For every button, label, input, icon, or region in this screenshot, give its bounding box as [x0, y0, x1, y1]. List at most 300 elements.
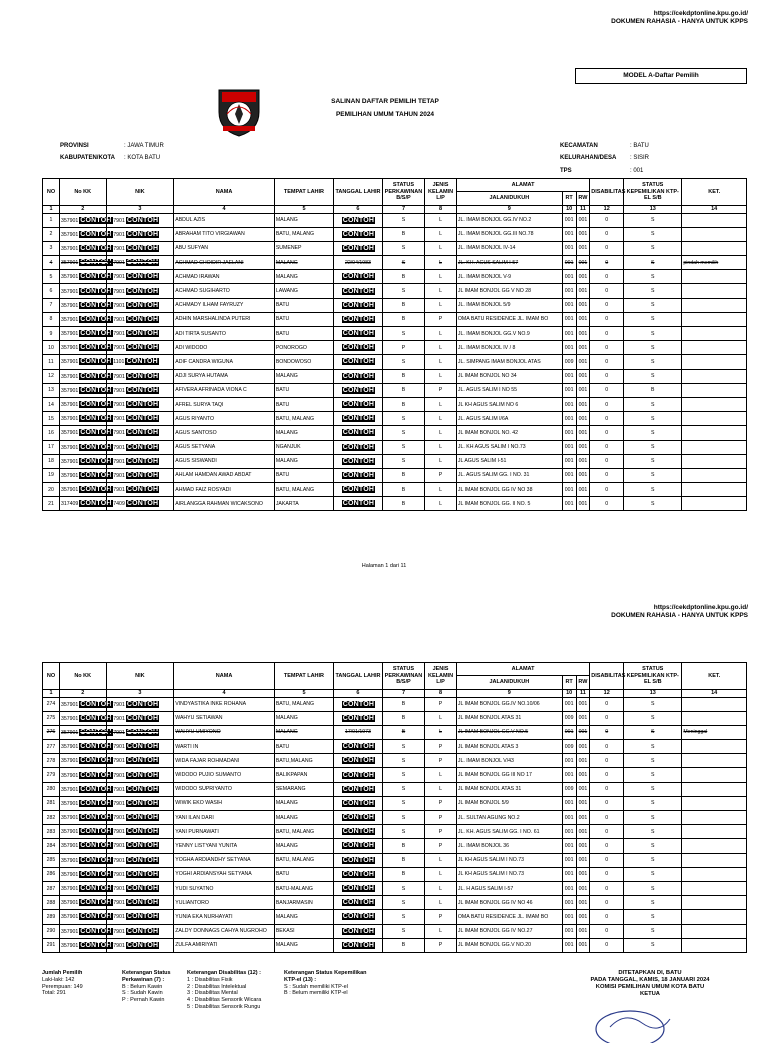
cell-nama: ACHMAD CHOIDIR JAELANI [174, 256, 275, 270]
cell-tempat-lahir: BATU, MALANG [274, 227, 333, 241]
cell-disabilitas: 0 [590, 284, 624, 298]
cell-nama: YANI PURNAWATI [174, 825, 275, 839]
cell-no: 282 [43, 811, 60, 825]
redaction-label: CONTOH [126, 358, 158, 366]
column-index: 6 [334, 206, 383, 214]
cell-rt: 001 [562, 853, 576, 867]
cell-tempat-lahir: MALANG [274, 725, 333, 739]
cell-tanggal-lahir [334, 213, 383, 227]
cell-tanggal-lahir [334, 754, 383, 768]
cell-rw: 001 [576, 312, 590, 326]
cell-jalan: JL. SIMPANG IMAM BONJOL ATAS [456, 355, 562, 369]
cell-ktp: S [624, 256, 682, 270]
cell-ket [682, 782, 747, 796]
cell-nama: ACHMAD IRAWAN [174, 270, 275, 284]
redaction-label: CONTOH [80, 842, 112, 850]
table-row [43, 938, 747, 952]
table-row [43, 213, 747, 227]
cell-rw: 001 [576, 412, 590, 426]
cell-ktp: S [624, 782, 682, 796]
cell-nokk: 357901 CONTOH [59, 327, 106, 341]
cell-tempat-lahir: PONOROGO [274, 341, 333, 355]
cell-jalan: JL IMAM BONJOL NO 34 [456, 369, 562, 383]
cell-rw: 001 [576, 881, 590, 895]
cell-ket [682, 397, 747, 411]
cell-rw: 001 [576, 426, 590, 440]
cell-nokk: 357901 CONTOH [59, 397, 106, 411]
cell-nokk: 357901 CONTOH [59, 383, 106, 397]
redaction-label: CONTOH [80, 728, 112, 736]
redaction-label: CONTOH [342, 500, 375, 508]
cell-tempat-lahir: BATU, MALANG [274, 412, 333, 426]
cell-rw: 001 [576, 383, 590, 397]
cell-rw: 001 [576, 483, 590, 497]
cell-ket [682, 355, 747, 369]
cell-rt: 001 [562, 938, 576, 952]
column-index: 1 [43, 206, 60, 214]
cell-tempat-lahir: BATU [274, 312, 333, 326]
cell-rt: 001 [562, 468, 576, 482]
redaction-label: CONTOH [126, 757, 159, 765]
confidential-notice: DOKUMEN RAHASIA - HANYA UNTUK KPPS [611, 18, 748, 25]
cell-rw: 001 [576, 896, 590, 910]
cell-status-perkawinan: B [382, 298, 424, 312]
cell-nik: 357901 CONTOH [106, 468, 174, 482]
cell-tempat-lahir: BATU [274, 740, 333, 754]
cell-status-perkawinan: S [382, 740, 424, 754]
cell-ktp: S [624, 853, 682, 867]
redaction-label: CONTOH [342, 856, 375, 864]
cell-nik: 357901 CONTOH [106, 284, 174, 298]
meta-kelurahan: KELURAHAN/DESA : SISIR [560, 155, 650, 161]
table-row [43, 754, 747, 768]
cell-tempat-lahir: SUMENEP [274, 241, 333, 255]
cell-rw: 001 [576, 355, 590, 369]
redaction-label: CONTOH [126, 885, 159, 893]
cell-ktp: S [624, 483, 682, 497]
redaction-label: CONTOH [342, 785, 375, 793]
signature-block: DITETAPKAN DI, BATU PADA TANGGAL, KAMIS, 18 JANUARI 2024 KOMISI PEMILIHAN UMUM KOTA BATU KETUA [590, 970, 710, 997]
cell-tanggal-lahir [334, 298, 383, 312]
cell-no: 286 [43, 867, 60, 881]
cell-status-perkawinan: B [382, 853, 424, 867]
cell-rt: 001 [562, 227, 576, 241]
redaction-label: CONTOH [342, 443, 375, 451]
cell-ket [682, 711, 747, 725]
cell-tanggal-lahir [334, 397, 383, 411]
table-row [43, 483, 747, 497]
redaction-label: CONTOH [126, 457, 159, 465]
cell-rt: 001 [562, 839, 576, 853]
redaction-label: CONTOH [80, 330, 112, 338]
cell-disabilitas: 0 [590, 811, 624, 825]
cell-jalan: JL IMAM BONJOL ATAS 3 [456, 740, 562, 754]
cell-status-perkawinan: S [382, 924, 424, 938]
cell-jalan: JL. IMAM BONJOL GG.III NO.78 [456, 227, 562, 241]
column-index: 2 [59, 206, 106, 214]
cell-nama: ACHMAD SUGIHARTO [174, 284, 275, 298]
cell-tempat-lahir: BATU, MALANG [274, 853, 333, 867]
cell-ktp: S [624, 454, 682, 468]
cell-nokk: 357901 CONTOH [59, 825, 106, 839]
cell-jalan: OMA BATU RESIDENCE JL. IMAM BO [456, 312, 562, 326]
table-row [43, 383, 747, 397]
cell-tempat-lahir: LAWANG [274, 284, 333, 298]
cell-nama: WIWIK EKO WASIH [174, 796, 275, 810]
cell-nama: YULIANTORO [174, 896, 275, 910]
redaction-label: CONTOH [80, 344, 112, 352]
cell-status-perkawinan: B [382, 697, 424, 711]
cell-nama: AIRLANGGA RAHMAN WICAKSONO [174, 497, 275, 511]
cell-ktp: S [624, 397, 682, 411]
cell-tempat-lahir: MALANG [274, 839, 333, 853]
cell-jenis-kelamin: L [425, 298, 457, 312]
cell-nama: YUNIA EKA NURHAYATI [174, 910, 275, 924]
redaction-label: CONTOH [342, 757, 375, 765]
cell-tempat-lahir: BATU [274, 468, 333, 482]
cell-nama: ADI WIDODO [174, 341, 275, 355]
column-index: 5 [274, 690, 333, 698]
model-label: MODEL A-Daftar Pemilih [575, 68, 747, 84]
redaction-label: CONTOH [126, 828, 159, 836]
table-row [43, 711, 747, 725]
cell-tanggal-lahir [334, 867, 383, 881]
cell-ket [682, 483, 747, 497]
table-row [43, 341, 747, 355]
cell-status-perkawinan: S [382, 782, 424, 796]
redaction-label: CONTOH [126, 870, 159, 878]
cell-disabilitas: 0 [590, 740, 624, 754]
redaction-label: CONTOH [342, 273, 375, 281]
cell-status-perkawinan: S [382, 910, 424, 924]
table-row [43, 896, 747, 910]
cell-jenis-kelamin: P [425, 754, 457, 768]
cell-jalan: JL. IMAM BONJOL 5/9 [456, 298, 562, 312]
cell-nama: YUDI SUYATNO [174, 881, 275, 895]
cell-nokk: 317409 CONTOH [59, 497, 106, 511]
cell-rw: 001 [576, 213, 590, 227]
cell-tempat-lahir: MALANG [274, 369, 333, 383]
cell-jenis-kelamin: L [425, 397, 457, 411]
cell-jalan: JL. IMAM BONJOL IV-14 [456, 241, 562, 255]
cell-ktp: S [624, 697, 682, 711]
cell-ket [682, 341, 747, 355]
redaction-label: CONTOH [126, 500, 159, 508]
redaction-label: CONTOH [342, 415, 375, 423]
cell-nokk: 357901 CONTOH [59, 839, 106, 853]
cell-tanggal-lahir [334, 241, 383, 255]
cell-jalan: JL. AGUS SALIM GG. I NO. 31 [456, 468, 562, 482]
cell-tanggal-lahir [334, 383, 383, 397]
cell-tanggal-lahir [334, 740, 383, 754]
cell-no: 8 [43, 312, 60, 326]
cell-rw: 001 [576, 369, 590, 383]
cell-ktp: S [624, 241, 682, 255]
redaction-label: CONTOH [80, 913, 112, 921]
redaction-label: CONTOH [80, 230, 112, 238]
cell-tanggal-lahir [334, 426, 383, 440]
voter-table-page-2: NO No KK NIK NAMA TEMPAT LAHIR TANGGAL LAHIR STATUS PERKAWINAN B/S/P JENIS KELAMIN L/P ALAMAT DISABILITAS STATUS KEPEMILIKAN KTP-EL S/B KET. JALAN/DUKUH RT RW 1 2 3 4 5 6 7 8 9 10 11 12 13 14 274 357901 CONTOH 357901 CONTOH VINDYASTIKA INKE ROHANA BATU, MALANG CONTOH B P JL IMAM BONJOL GG.IV NO.10/06 001 001 0 S 275 357901 CONTOH 357901 CONTOH WAHYU SETIAWAN MALANG CONTOH B L JL IMAM BONJOL ATAS 31 009 001 0 S 276 357901 CONTOH 357901 CONTOH WAHYU UMIYONO MALANG 17/01/1973 B L JL IMAM BONJOL GG.V NO.5 001 001 0 S Meninggal 277 357901 CONTOH 357901 CONTOH WARTI IN BATU CONTOH S P JL IMAM BONJOL ATAS 3 009 001 0 S 278 357901 CONTOH 357901 CONTOH WIDA FAJAR ROHMADANI BATU,MALANG CONTOH S P JL. IMAM BONJOL V/43 001 001 0 S 279 357901 CONTOH 357901 CONTOH WIDODO PUJIO SUMANTO BALIKPAPAN CONTOH S L JL IMAM BONJOL GG III NO 17 001 001 0 S 280 357901 CONTOH 357901 CONTOH WIDODO SUPRIYANTO SEMARANG CONTOH S L JL IMAM BONJOL ATAS 31 009 001 0 S 281 357901 CONTOH 357901 CONTOH WIWIK EKO WASIH MALANG CONTOH S P JL IMAM BONJOL 5/9 001 001 0 S 282 357901 CONTOH 357901 CONTOH YANI ILAN DARI MALANG CONTOH S P JL. SULTAN AGUNG NO.2 001 001 0 S 283 357901 CONTOH 357901 CONTOH YANI PURNAWATI BATU, MALANG CONTOH S P JL. KH. AGUS SALIM GG. I NO. 61 001 001 0 S 284 357901 CONTOH 357901 CONTOH YENNY LISTYANI YUNITA MALANG CONTOH B P JL. IMAM BONJOL 36 001 001 0 S 285 357901 CONTOH 357901 CONTOH YOGHA ARDIANDHY SETYANA BATU, MALANG CONTOH B L JL KH AGUS SALIM I NO.73 001 001 0 S 286 357901 CONTOH 357901 CONTOH YOGHI ARDIANSYAH SETYANA BATU CONTOH B L JL KH AGUS SALIM I NO.73 001 001 0 S 287 357901 CONTOH 357901 CONTOH YUDI SUYATNO BATU-MALANG CONTOH S L JL. H AGUS SALIM I-57 001 001 0 S 288 357901 CONTOH 357901 CONTOH YULIANTORO BANJARMASIN CONTOH S L JL IMAM BONJOL GG IV NO 46 001 001 0 S 289 357901 CONTOH 357901 CONTOH YUNIA EKA NURHAYATI MALANG CONTOH S P OMA BATU RESIDENCE JL. IMAM BO 001 001 0 S 290 357901 CONTOH 357901 CONTOH ZALDY DONNAGS CAHYA NUGROHO BEKASI CONTOH S L JL IMAM BONJOL GG IV NO.27 001 001 0 S 291 357901 CONTOH 357901 CONTOH ZULFA AMIRIYATI MALANG CONTOH B P JL IMAM BONJOL GG.V NO.20 001 001 0 S [42, 662, 747, 953]
cell-rw: 001 [576, 497, 590, 511]
cell-jenis-kelamin: P [425, 468, 457, 482]
meta-kabupaten: KABUPATEN/KOTA : KOTA BATU [60, 155, 161, 161]
cell-jalan: JL. IMAM BONJOL GG.V NO.9 [456, 327, 562, 341]
cell-rt: 001 [562, 924, 576, 938]
cell-jenis-kelamin: L [425, 355, 457, 369]
redaction-label: CONTOH [342, 372, 375, 380]
cell-ktp: S [624, 910, 682, 924]
cell-ktp: S [624, 355, 682, 369]
cell-no: 285 [43, 853, 60, 867]
cell-nama: AHLAM HAMDAN AWAD ABDAT [174, 468, 275, 482]
cell-no: 277 [43, 740, 60, 754]
cell-jalan: JL KH AGUS SALIM I NO.73 [456, 867, 562, 881]
cell-tempat-lahir: BATU [274, 867, 333, 881]
cell-rt: 001 [562, 910, 576, 924]
cell-tanggal-lahir [334, 483, 383, 497]
cell-disabilitas: 0 [590, 725, 624, 739]
column-index: 5 [274, 206, 333, 214]
redaction-label: CONTOH [342, 344, 375, 352]
cell-ktp: S [624, 213, 682, 227]
cell-jenis-kelamin: L [425, 881, 457, 895]
cell-rw: 001 [576, 256, 590, 270]
cell-jalan: JL IMAM BONJOL ATAS 31 [456, 711, 562, 725]
column-index: 12 [590, 690, 624, 698]
cell-nama: ADJI SURYA HUTAMA [174, 369, 275, 383]
redaction-label: CONTOH [342, 429, 375, 437]
cell-rt: 001 [562, 256, 576, 270]
kpu-logo-icon [213, 82, 265, 138]
cell-jenis-kelamin: L [425, 896, 457, 910]
cell-ktp: S [624, 825, 682, 839]
redaction-label: CONTOH [126, 287, 159, 295]
cell-no: 9 [43, 327, 60, 341]
cell-nokk: 357901 CONTOH [59, 782, 106, 796]
cell-nik: 357901 CONTOH [106, 227, 174, 241]
cell-rw: 001 [576, 938, 590, 952]
cell-jenis-kelamin: L [425, 341, 457, 355]
cell-tempat-lahir: MALANG [274, 938, 333, 952]
cell-ktp: S [624, 711, 682, 725]
cell-status-perkawinan: S [382, 284, 424, 298]
cell-nokk: 357901 CONTOH [59, 227, 106, 241]
cell-rt: 001 [562, 327, 576, 341]
cell-jenis-kelamin: L [425, 412, 457, 426]
table-row [43, 426, 747, 440]
cell-ktp: S [624, 440, 682, 454]
cell-jenis-kelamin: L [425, 768, 457, 782]
redaction-label: CONTOH [126, 899, 159, 907]
table-row [43, 454, 747, 468]
column-index: 7 [382, 690, 424, 698]
table-row [43, 256, 747, 270]
cell-jenis-kelamin: P [425, 383, 457, 397]
cell-nokk: 357901 CONTOH [59, 440, 106, 454]
column-index: 3 [106, 206, 174, 214]
cell-disabilitas: 0 [590, 825, 624, 839]
redaction-label: CONTOH [342, 358, 375, 366]
cell-nik: 357901 CONTOH [106, 867, 174, 881]
redaction-label: CONTOH [80, 785, 112, 793]
cell-tempat-lahir: BATU [274, 298, 333, 312]
cell-jalan: JL. KH. AGUS SALIM I-57 [456, 256, 562, 270]
cell-jenis-kelamin: L [425, 241, 457, 255]
redaction-label: CONTOH [80, 457, 112, 465]
cell-rt: 009 [562, 355, 576, 369]
cell-disabilitas: 0 [590, 938, 624, 952]
table-row [43, 355, 747, 369]
cell-jalan: JL IMAM BONJOL ATAS 31 [456, 782, 562, 796]
cell-disabilitas: 0 [590, 896, 624, 910]
redaction-label: CONTOH [342, 842, 375, 850]
cell-disabilitas: 0 [590, 369, 624, 383]
cell-rw: 001 [576, 853, 590, 867]
column-index-row-2 [43, 690, 747, 698]
cell-nokk: 357901 CONTOH [59, 256, 106, 270]
cell-status-perkawinan: B [382, 839, 424, 853]
redaction-label: CONTOH [342, 244, 375, 252]
cell-rt: 001 [562, 881, 576, 895]
cell-ktp: S [624, 938, 682, 952]
redaction-label: CONTOH [80, 856, 112, 864]
cell-nik: 357901 CONTOH [106, 782, 174, 796]
redaction-label: CONTOH [342, 315, 375, 323]
cell-tanggal-lahir [334, 341, 383, 355]
cell-nik: 357901 CONTOH [106, 213, 174, 227]
cell-nama: WAHYU SETIAWAN [174, 711, 275, 725]
cell-rt: 001 [562, 213, 576, 227]
cell-ket [682, 740, 747, 754]
cell-rw: 001 [576, 397, 590, 411]
cell-nik: 357901 CONTOH [106, 312, 174, 326]
cell-ket [682, 924, 747, 938]
cell-jalan: JL. SULTAN AGUNG NO.2 [456, 811, 562, 825]
redaction-label: CONTOH [126, 443, 159, 451]
cell-jenis-kelamin: L [425, 440, 457, 454]
cell-rw: 001 [576, 839, 590, 853]
cell-rw: 001 [576, 241, 590, 255]
table-row [43, 740, 747, 754]
redaction-label: CONTOH [80, 743, 112, 751]
cell-nama: WIDA FAJAR ROHMADANI [174, 754, 275, 768]
cell-jenis-kelamin: L [425, 227, 457, 241]
cell-nik: 357901 CONTOH [106, 938, 174, 952]
cell-jalan: JL. IMAM BONJOL V-9 [456, 270, 562, 284]
cell-rw: 001 [576, 740, 590, 754]
cell-disabilitas: 0 [590, 782, 624, 796]
cell-nokk: 357901 CONTOH [59, 426, 106, 440]
cell-ket [682, 853, 747, 867]
cell-status-perkawinan: B [382, 497, 424, 511]
column-index: 4 [174, 690, 275, 698]
redaction-label: CONTOH [126, 244, 159, 252]
redaction-label: CONTOH [126, 700, 159, 708]
column-index: 2 [59, 690, 106, 698]
cell-nama: YENNY LISTYANI YUNITA [174, 839, 275, 853]
cell-no: 284 [43, 839, 60, 853]
cell-nik: 317409 CONTOH [106, 497, 174, 511]
cell-nama: AGUS SETYANA [174, 440, 275, 454]
redaction-label: CONTOH [126, 714, 159, 722]
cell-tempat-lahir: MALANG [274, 711, 333, 725]
cell-tempat-lahir: MALANG [274, 454, 333, 468]
source-url-2[interactable]: https://cekdptonline.kpu.go.id/ [653, 604, 748, 611]
cell-ket [682, 298, 747, 312]
cell-nama: YANI ILAN DARI [174, 811, 275, 825]
cell-rw: 001 [576, 284, 590, 298]
redaction-label: CONTOH [80, 828, 112, 836]
cell-status-perkawinan: B [382, 483, 424, 497]
cell-jalan: OMA BATU RESIDENCE JL. IMAM BO [456, 910, 562, 924]
cell-nik: 357901 CONTOH [106, 768, 174, 782]
redaction-label: CONTOH [342, 216, 375, 224]
cell-rt: 009 [562, 711, 576, 725]
column-index: 4 [174, 206, 275, 214]
cell-tanggal-lahir [334, 312, 383, 326]
cell-no: 14 [43, 397, 60, 411]
cell-disabilitas: 0 [590, 711, 624, 725]
table-row [43, 796, 747, 810]
cell-nama: WIDODO SUPRIYANTO [174, 782, 275, 796]
cell-no: 280 [43, 782, 60, 796]
cell-no: 3 [43, 241, 60, 255]
cell-tanggal-lahir [334, 440, 383, 454]
cell-ktp: S [624, 270, 682, 284]
cell-nokk: 357901 CONTOH [59, 711, 106, 725]
cell-no: 11 [43, 355, 60, 369]
cell-nik: 357901 CONTOH [106, 369, 174, 383]
table-row [43, 867, 747, 881]
column-index: 8 [425, 690, 457, 698]
redaction-label: CONTOH [126, 372, 159, 380]
cell-status-perkawinan: B [382, 938, 424, 952]
redaction-label: CONTOH [80, 415, 112, 423]
cell-ket [682, 454, 747, 468]
cell-rt: 001 [562, 412, 576, 426]
redaction-label: CONTOH [342, 870, 375, 878]
cell-nama: ABDUL AZIS [174, 213, 275, 227]
cell-tanggal-lahir [334, 811, 383, 825]
cell-ket [682, 754, 747, 768]
redaction-label: CONTOH [126, 330, 159, 338]
footer-perkawinan: Keterangan Status Perkawinan (7) : B : Belum Kawin S : Sudah Kawin P : Pernah Kawin [122, 970, 171, 1004]
meta-provinsi: PROVINSI : JAWA TIMUR [60, 143, 164, 149]
cell-nokk: 357901 CONTOH [59, 938, 106, 952]
redaction-label: CONTOH [80, 259, 112, 267]
cell-nokk: 357901 CONTOH [59, 768, 106, 782]
cell-jalan: JL. IMAM BONJOL V/43 [456, 754, 562, 768]
cell-jenis-kelamin: P [425, 938, 457, 952]
cell-ktp: S [624, 924, 682, 938]
cell-jenis-kelamin: L [425, 213, 457, 227]
redaction-label: CONTOH [342, 714, 375, 722]
cell-rt: 009 [562, 740, 576, 754]
cell-tanggal-lahir [334, 284, 383, 298]
cell-ket [682, 881, 747, 895]
cell-tempat-lahir: BONDOWOSO [274, 355, 333, 369]
source-url[interactable]: https://cekdptonline.kpu.go.id/ [653, 10, 748, 17]
redaction-label: CONTOH [80, 714, 112, 722]
redaction-label: CONTOH [80, 471, 112, 479]
cell-tanggal-lahir: 22/04/1983 [334, 256, 383, 270]
cell-disabilitas: 0 [590, 241, 624, 255]
cell-nokk: 357901 CONTOH [59, 454, 106, 468]
redaction-label: CONTOH [126, 814, 159, 822]
cell-disabilitas: 0 [590, 298, 624, 312]
cell-ket [682, 796, 747, 810]
cell-rt: 009 [562, 782, 576, 796]
